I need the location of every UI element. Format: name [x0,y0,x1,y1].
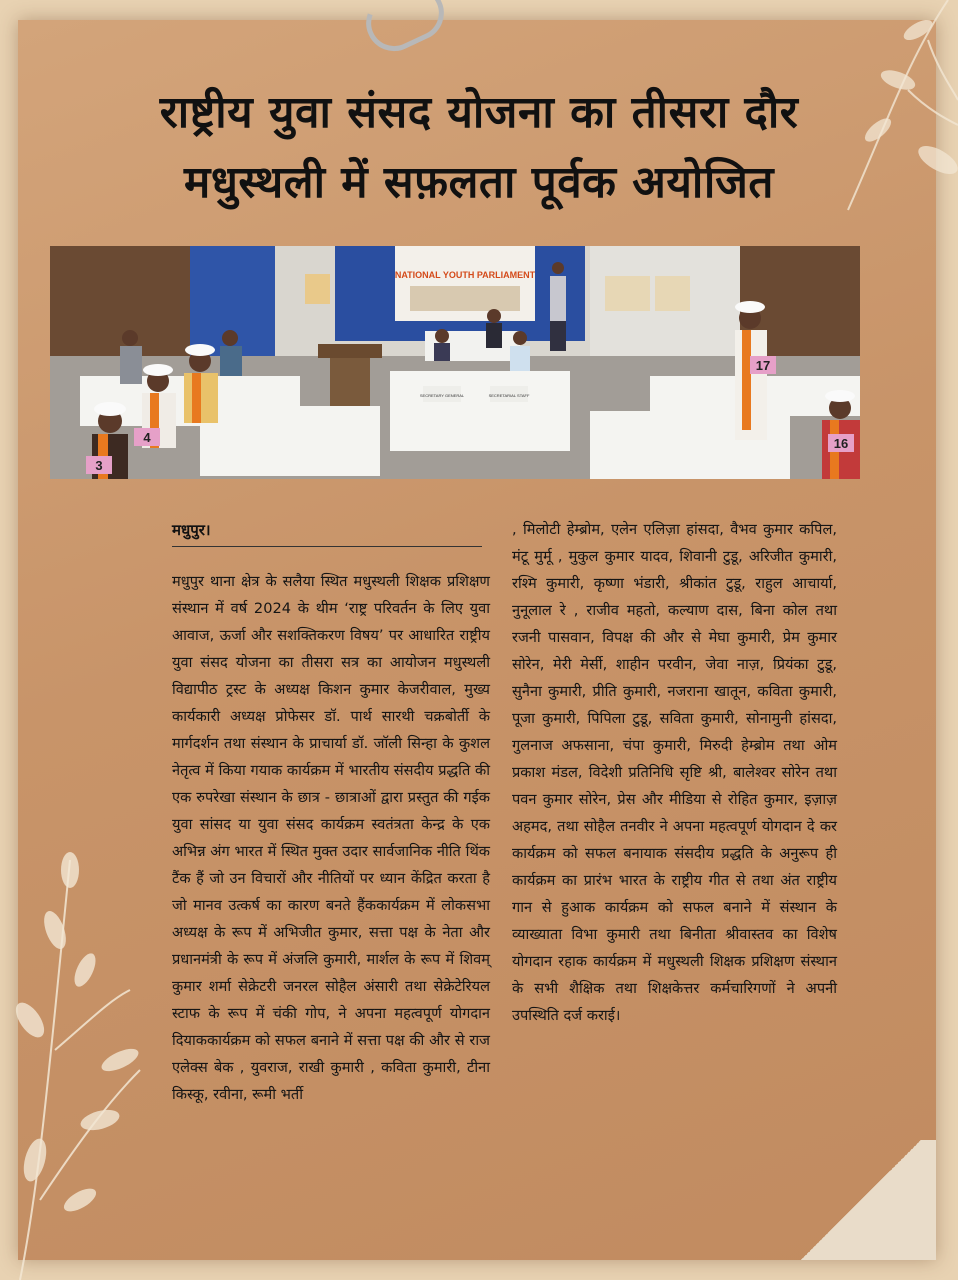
banner-title: NATIONAL YOUTH PARLIAMENT [394,270,536,280]
badge-3: 3 [95,458,103,473]
event-photo-illustration [50,246,860,479]
badge-16: 16 [833,436,849,451]
headline-line-2: मधुस्थली में सफ़लता पूर्वक अयोजित [184,157,774,208]
desk-label-2: SECRETARIAL STAFF [488,393,530,398]
event-photo [50,246,860,479]
badge-17: 17 [755,358,771,373]
dateline: मधुपुर। [172,520,482,547]
article-left-column: मधुपुर थाना क्षेत्र के सलैया स्थित मधुस्थली शिक्षक प्रशिक्षण संस्थान में वर्ष 2024 के थीम ‘राष्ट्र परिवर्तन के लिए युवा आवाज, ऊर्जा और सशक्तिकरण विषय’ पर आधारित राष्ट्रीय युवा संसद योजना का तीसरा सत्र का आयोजन मधुस्थली विद्यापीठ ट्रस्ट के अध्यक्ष किशन कुमार केजरीवाल, मुख्य कार्यकारी अध्यक्ष प्रोफेसर डॉ. पार्थ सारथी चक्रबोर्ती के मार्गदर्शन तथा संस्थान के प्राचार्या डॉ. जॉली सिन्हा के कुशल नेतृत्व में किया गयाक कार्यक्रम में भारतीय संसदीय प्रद्धति की एक रुपरेखा संस्थान के छात्र - छात्राओं द्वारा प्रस्तुत की गईक युवा सांसद या युवा संसद कार्यक्रम स्वतंत्रता केन्द्र के एक अभिन्न अंग भारत में स्थित मुक्त उदार सार्वजानिक नीति थिंक टैंक हैं जो उन विचारों और नीतियों पर ध्यान केंद्रित करता है जो मानव उत्कर्ष का कारण बनते हैंककार्यक्रम में लोकसभा अध्यक्ष के रूप में अभिजीत कुमार, सत्ता पक्ष के नेता और प्रधानमंत्री के रूप में अंजलि कुमारी, मार्शल के रूप में शिवम् कुमार शर्मा सेक्रेटरी जनरल सोहैल अंसारी तथा सेक्रेटेरियल स्टाफ के रूप में चंकी गोप, ने अपना महत्वपूर्ण योगदान दियाककार्यक्रम को सफल बनाने में सत्ता पक्ष की और से राज एलेक्स बेक , युवराज, राखी कुमारी , कविता कुमारी, टीना किस्कू, रवीना, रूमी भर्ती [172,573,490,1103]
headline-line-1: राष्ट्रीय युवा संसद योजना का तीसरा दौर [159,87,799,138]
desk-label-1: SECRETARY GENERAL [419,393,465,398]
flower-decoration-bottom-left [0,800,170,1280]
badge-4: 4 [143,430,151,445]
article-right-column: , मिलोटी हेम्ब्रोम, एलेन एलिज़ा हांसदा, वैभव कुमार कपिल, मंटू मुर्मू , मुकुल कुमार यादव, शिवानी टुडू, अरिजीत कुमारी, रश्मि कुमारी, कृष्णा भंडारी, श्रीकांत टुडू, राहुल आचार्या, नुनूलाल रे , राजीव महतो, कल्याण दास, बिना कोल तथा रजनी पासवान, विपक्ष की और से मेघा कुमारी, प्रेम कुमार सोरेन, मेरी मेर्सी, शाहीन परवीन, जेवा नाज़, प्रियंका टुडू, सुनैना कुमारी, प्रीति कुमारी, नजराना खातून, कविता कुमारी, पूजा कुमारी, पिपिला टुडू, सविता कुमारी, सोनामुनी हांसदा, गुलनाज अफसाना, चंपा कुमारी, मिरुदी हेम्ब्रोम तथा ओम प्रकाश मंडल, विदेशी प्रतिनिधि सृष्टि श्री, बालेश्वर सोरेन तथा पवन कुमार सोरेन, प्रेस और मीडिया से रोहित कुमार, इज़ाज़ अहमद, तथा सोहैल तनवीर ने अपना महत्वपूर्ण योगदान दे कर कार्यक्रम को सफल बनायाक संसदीय प्रद्धति के अनुरूप ही कार्यक्रम का प्रारंभ भारत के राष्ट्रीय गीत से तथा अंत राष्ट्रीय गान से हुआक कार्यक्रम को सफल बनाने में संस्थान के व्याख्याता विभा कुमारी तथा बिनीता श्रीवास्तव का विशेष योगदान रहाक कार्यक्रम में मधुस्थली शिक्षक प्रशिक्षण संस्थान के सभी शैक्षिक तथा शिक्षकेत्तर कर्मचारिगणों ने अपनी उपस्थिति दर्ज कराई। [512,521,837,1024]
page-curl [786,1140,936,1260]
headline [40,78,918,218]
